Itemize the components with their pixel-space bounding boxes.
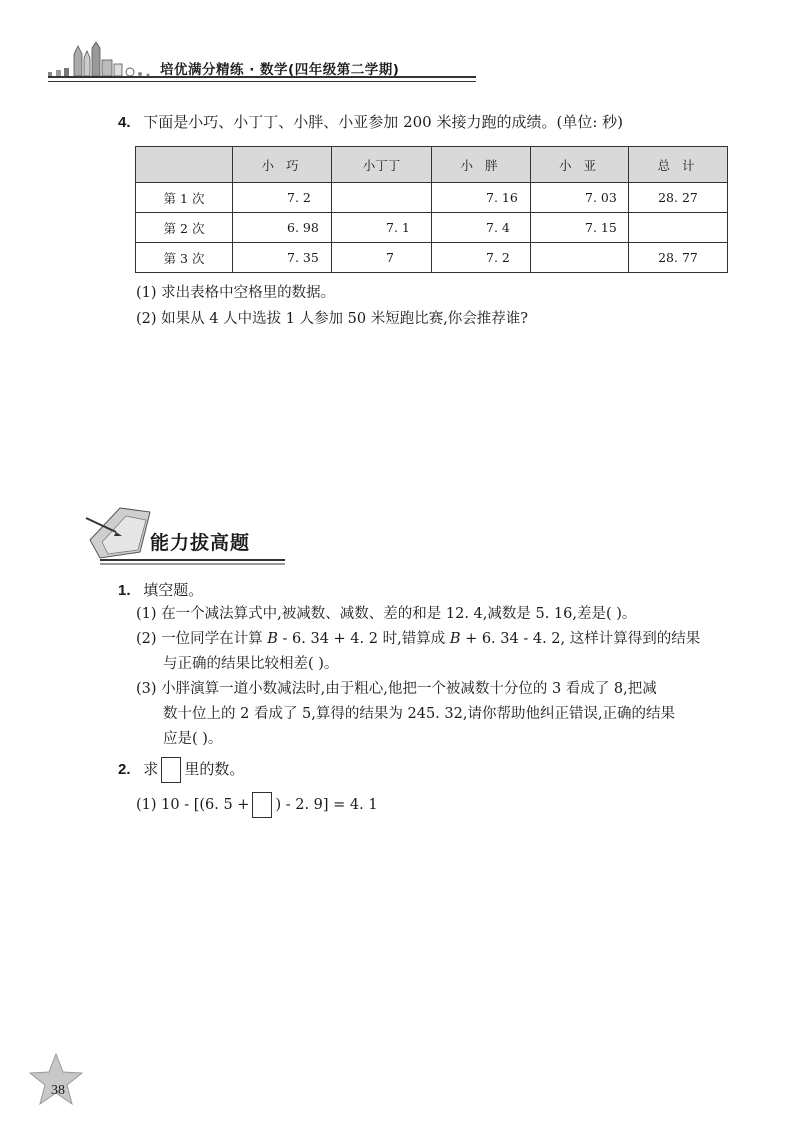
- table-cell: 6. 98: [233, 213, 332, 243]
- table-cell: 7. 2: [233, 183, 332, 213]
- table-row: [136, 243, 728, 273]
- table-cell: 第 1 次: [136, 183, 233, 213]
- table-cell: 7. 2: [432, 243, 531, 273]
- text-span: (2) 一位同学在计算: [136, 631, 268, 647]
- p1-item1: (1) 在一个减法算式中,被减数、减数、差的和是 12. 4,减数是 5. 16,差是( )。: [136, 606, 637, 622]
- table-cell: 7. 35: [233, 243, 332, 273]
- answer-box[interactable]: [161, 757, 181, 783]
- table-cell: 28. 77: [629, 243, 728, 273]
- problem-1: [118, 580, 203, 601]
- table-cell: 7: [332, 243, 432, 273]
- table-cell: 7. 4: [432, 213, 531, 243]
- problem-number: 2.: [118, 761, 131, 778]
- problem-text: 里的数。: [184, 760, 245, 778]
- table-row: [136, 183, 728, 213]
- table-cell: [332, 183, 432, 213]
- p1-item3-line2: 数十位上的 2 看成了 5,算得的结果为 245. 32,请你帮助他纠正错误,正确的结果: [163, 706, 676, 722]
- table-header-cell: [136, 147, 233, 183]
- text-span: + 6. 34 - 4. 2, 这样计算得到的结果: [460, 631, 701, 647]
- problem-number: 1.: [118, 582, 131, 599]
- section-title: 能力拔高题: [150, 532, 251, 554]
- table-header-cell: 小丁丁: [332, 147, 432, 183]
- table-header-cell: 小 胖: [432, 147, 531, 183]
- question-number: 4.: [118, 114, 131, 131]
- p2-equation: [136, 792, 378, 818]
- variable-b: B: [449, 631, 461, 647]
- p1-item2-line2: 与正确的结果比较相差( )。: [163, 656, 339, 672]
- variable-b: B: [267, 631, 278, 647]
- question-4: [118, 112, 623, 133]
- table-cell: [531, 243, 629, 273]
- problem-2: [118, 757, 244, 783]
- table-header-row: [136, 147, 728, 183]
- table-cell: 第 3 次: [136, 243, 233, 273]
- table-header-cell: 小 巧: [233, 147, 332, 183]
- table-cell: 7. 16: [432, 183, 531, 213]
- table-row: [136, 213, 728, 243]
- q4-sub1: (1) 求出表格中空格里的数据。: [136, 285, 336, 301]
- table-header-cell: 总 计: [629, 147, 728, 183]
- p1-item3-line1: (3) 小胖演算一道小数减法时,由于粗心,他把一个被减数十分位的 3 看成了 8,把减: [136, 681, 657, 697]
- table-cell: 28. 27: [629, 183, 728, 213]
- table-cell: [629, 213, 728, 243]
- scores-table: [135, 146, 728, 273]
- header-title: 培优满分精练 · 数学(四年级第二学期): [160, 62, 400, 78]
- problem-text: 求: [143, 760, 159, 778]
- table-cell: 7. 15: [531, 213, 629, 243]
- table-header-cell: 小 亚: [531, 147, 629, 183]
- p1-item2-line1: [136, 629, 700, 649]
- table-cell: 第 2 次: [136, 213, 233, 243]
- q4-sub2: (2) 如果从 4 人中选拔 1 人参加 50 米短跑比赛,你会推荐谁?: [136, 311, 529, 327]
- table-cell: 7. 1: [332, 213, 432, 243]
- table-cell: 7. 03: [531, 183, 629, 213]
- equation-part: ) - 2. 9] = 4. 1: [275, 797, 378, 813]
- header-rule: [48, 76, 476, 82]
- answer-box[interactable]: [252, 792, 272, 818]
- question-text: 下面是小巧、小丁丁、小胖、小亚参加 200 米接力跑的成绩。(单位: 秒): [143, 113, 623, 131]
- page-number: 38: [51, 1083, 65, 1098]
- text-span: - 6. 34 + 4. 2 时,错算成: [277, 631, 450, 647]
- problem-title: 填空题。: [143, 581, 204, 599]
- p1-item3-line3: 应是( )。: [163, 731, 223, 747]
- page-header: [0, 40, 800, 88]
- star-icon: [28, 1052, 84, 1108]
- equation-part: (1) 10 - [(6. 5 +: [136, 797, 250, 813]
